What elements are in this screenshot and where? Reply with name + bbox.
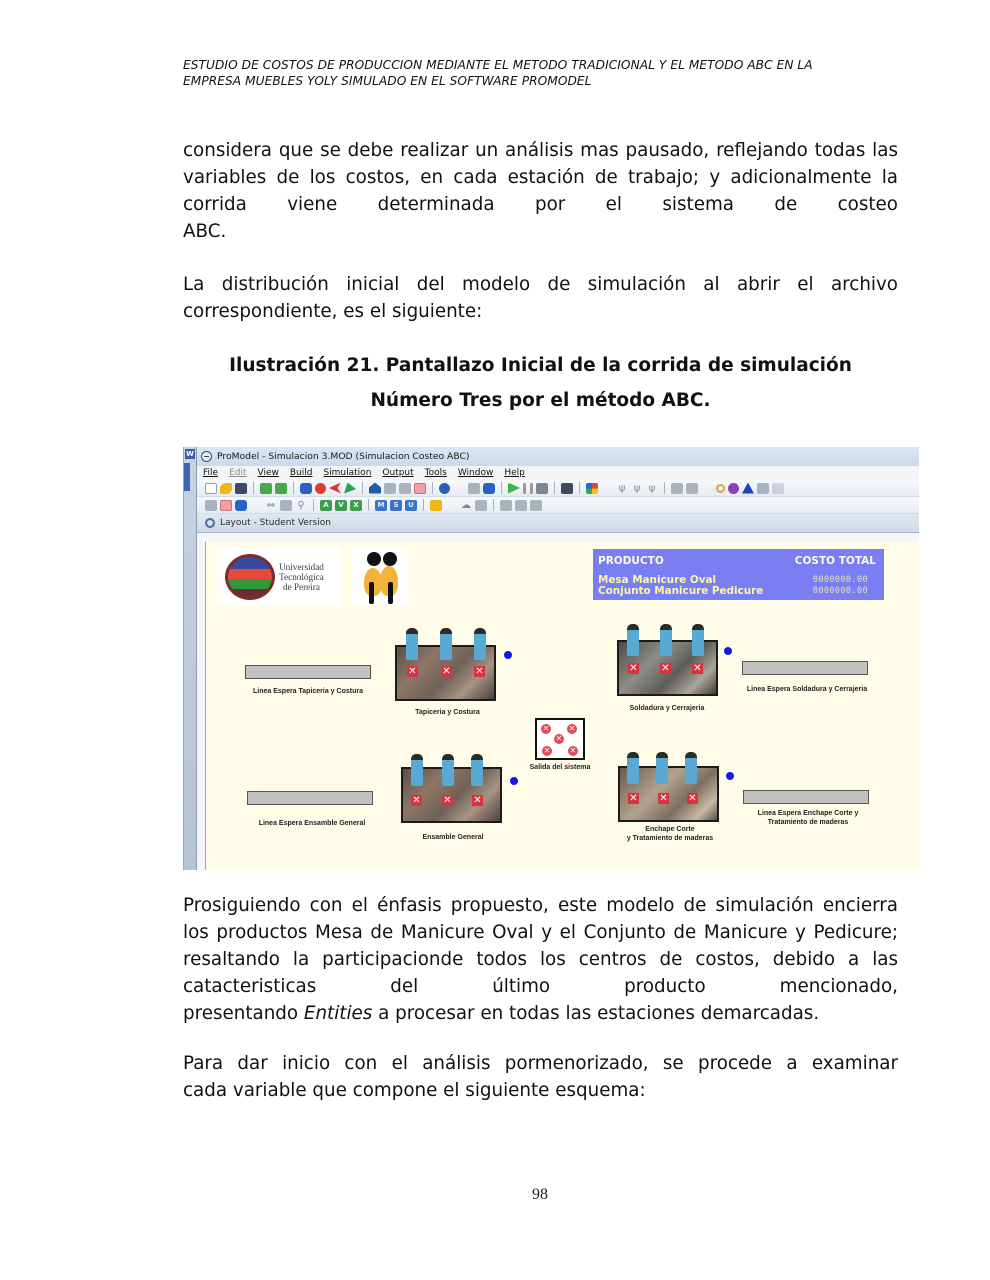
calendar-icon[interactable] bbox=[414, 483, 426, 494]
exit-entity-icon: ✕ bbox=[555, 734, 563, 743]
window-icon[interactable] bbox=[235, 500, 247, 511]
running-header-line-2: EMPRESA MUEBLES YOLY SIMULADO EN EL SOFTWARE PROMODEL bbox=[183, 74, 592, 88]
window-titlebar bbox=[197, 447, 919, 466]
worker-icon bbox=[471, 754, 483, 786]
queue-ensamble-label: Linea Espera Ensamble General bbox=[258, 820, 366, 827]
queue-ensamble[interactable] bbox=[247, 791, 373, 805]
locations-icon[interactable] bbox=[300, 483, 312, 494]
stop-icon[interactable] bbox=[536, 483, 548, 494]
paragraph-1 bbox=[183, 137, 898, 245]
3d-animator-icon[interactable] bbox=[728, 483, 739, 494]
path-node-icon[interactable] bbox=[504, 651, 512, 659]
compile-icon[interactable] bbox=[716, 484, 725, 493]
paragraph-4-body: Para dar inicio con el análisis pormenorizado, se procede a examinar bbox=[183, 1053, 898, 1074]
paragraph-4-last: cada variable que compone el siguiente esquema: bbox=[183, 1080, 646, 1101]
page-number: 98 bbox=[532, 1186, 548, 1203]
zoom-fit-icon[interactable]: ⇔ bbox=[266, 499, 276, 511]
paragraph-1-body: considera que se debe realizar un análisis mas pausado, reflejando todas las variables de los costos, en cada estación de trabajo; y adicionalmente la corrida viene determinada por el sistema de costeo bbox=[183, 140, 898, 215]
entity-slot-icon: ✕ bbox=[473, 795, 482, 806]
university-seal-icon bbox=[225, 554, 275, 600]
product-cost: 0000000.00 bbox=[812, 586, 868, 596]
sim-runner-icon[interactable] bbox=[742, 483, 754, 494]
toolbar-separator bbox=[554, 482, 555, 494]
attributes-icon[interactable]: A bbox=[320, 500, 332, 511]
background-window-tab bbox=[184, 463, 190, 491]
paragraph-2-body: La distribución inicial del modelo de simulación al abrir el archivo bbox=[183, 274, 898, 295]
scenarios-icon[interactable] bbox=[483, 483, 495, 494]
promodel-window bbox=[196, 447, 919, 870]
word-app-icon: W bbox=[186, 450, 194, 458]
stat-fit-icon[interactable] bbox=[586, 483, 598, 494]
paragraph-3-body: Prosiguiendo con el énfasis propuesto, este modelo de simulación encierra los productos Mesa de Manicure Oval y el Conjunto de Manicure y Pedicure; resaltando la participacionde todos los centros de costos, debido a las catacteristicas del último producto mencionado, bbox=[183, 895, 898, 997]
entity-slot-icon: ✕ bbox=[408, 666, 417, 677]
queue-enchape-label-1: Linea Espera Enchape Corte y bbox=[757, 810, 859, 817]
figure-caption-line-1: Ilustración 21. Pantallazo Inicial de la corrida de simulación bbox=[229, 355, 852, 376]
people-logo-icon bbox=[352, 548, 408, 606]
exit-label: Salida del sistema bbox=[529, 764, 591, 771]
toolbar-separator bbox=[579, 482, 580, 494]
disabled-tool-icon[interactable] bbox=[772, 483, 784, 494]
options-icon[interactable] bbox=[468, 483, 480, 494]
entity-slot-icon: ✕ bbox=[693, 663, 702, 674]
worker-icon bbox=[685, 752, 697, 784]
paragraph-3-last: presentando Entities a procesar en todas las estaciones demarcadas. bbox=[183, 1003, 820, 1024]
entity-slot-icon: ✕ bbox=[412, 795, 421, 806]
cost-panel-row bbox=[598, 586, 868, 597]
toolbar-separator bbox=[493, 499, 494, 511]
menu-file[interactable]: File bbox=[203, 468, 219, 478]
station-enchape-label-1: Enchape Corte bbox=[645, 826, 695, 833]
toolbar-separator bbox=[253, 482, 254, 494]
background-window-edge bbox=[184, 447, 196, 870]
menu-tools[interactable]: Tools bbox=[424, 468, 447, 478]
subroutines-icon[interactable]: S bbox=[390, 500, 402, 511]
paragraph-1-last: ABC. bbox=[183, 221, 227, 242]
running-header bbox=[183, 57, 898, 89]
run-icon[interactable] bbox=[508, 483, 520, 494]
cost-panel-header-product: PRODUCTO bbox=[598, 555, 664, 567]
entity-slot-icon: ✕ bbox=[661, 663, 670, 674]
toolbar-separator bbox=[432, 482, 433, 494]
worker-icon bbox=[442, 754, 454, 786]
edit-icon[interactable] bbox=[671, 483, 683, 494]
figure-caption-line-2: Número Tres por el método ABC. bbox=[370, 390, 711, 411]
entity-slot-icon: ✕ bbox=[629, 663, 638, 674]
promodel-screenshot bbox=[183, 447, 919, 870]
search-icon[interactable]: ⚲ bbox=[297, 499, 305, 511]
path-node-icon[interactable] bbox=[510, 777, 518, 785]
menu-output[interactable]: Output bbox=[382, 468, 414, 478]
paragraph-2 bbox=[183, 271, 898, 325]
toolbar-separator bbox=[501, 482, 502, 494]
toolbar-separator bbox=[664, 482, 665, 494]
debug-icon[interactable]: ☁ bbox=[461, 499, 471, 511]
menu-build[interactable]: Build bbox=[289, 468, 313, 478]
worker-icon bbox=[692, 624, 704, 656]
entity-slot-icon: ✕ bbox=[688, 793, 697, 804]
cost-panel bbox=[593, 549, 884, 600]
toolbar-separator bbox=[368, 499, 369, 511]
menu-edit[interactable]: Edit bbox=[229, 468, 247, 478]
variables-icon[interactable]: V bbox=[335, 500, 347, 511]
entity-slot-icon: ✕ bbox=[659, 793, 668, 804]
menu-help[interactable]: Help bbox=[504, 468, 525, 478]
paragraph-4 bbox=[183, 1050, 898, 1104]
worker-icon bbox=[406, 628, 418, 660]
layout-window-titlebar bbox=[197, 514, 919, 533]
entity-slot-icon: ✕ bbox=[443, 795, 452, 806]
graphic-editor-icon-1[interactable]: ψ bbox=[618, 482, 626, 494]
layout-canvas[interactable] bbox=[205, 542, 919, 870]
open-file-icon[interactable] bbox=[220, 483, 232, 494]
user-distributions-icon[interactable]: U bbox=[405, 500, 417, 511]
layout-window-icon bbox=[205, 518, 215, 528]
view-icon[interactable] bbox=[280, 500, 292, 511]
worker-icon bbox=[627, 752, 639, 784]
macros-icon[interactable]: M bbox=[375, 500, 387, 511]
tools-icon[interactable] bbox=[757, 483, 769, 494]
external-files-icon[interactable] bbox=[430, 500, 442, 511]
exit-entity-icon: ✕ bbox=[569, 746, 577, 755]
processing-icon[interactable] bbox=[369, 483, 381, 494]
university-name: Universidad Tecnológica de Pereira bbox=[279, 562, 324, 592]
cost-panel-header-cost: COSTO TOTAL bbox=[794, 555, 876, 567]
model-package-icon[interactable] bbox=[275, 483, 287, 494]
worker-icon bbox=[656, 752, 668, 784]
queue-tapiceria-label: Linea Espera Tapiceria y Costura bbox=[253, 688, 363, 695]
arrivals-icon[interactable] bbox=[384, 483, 396, 494]
grid-icon[interactable] bbox=[205, 500, 217, 511]
station-tapiceria-label: Tapiceria y Costura bbox=[415, 709, 480, 716]
entities-term: Entities bbox=[303, 1003, 373, 1024]
queue-enchape-label-2: Tratamiento de maderas bbox=[767, 819, 849, 826]
shifts-icon[interactable] bbox=[399, 483, 411, 494]
queue-tapiceria[interactable] bbox=[245, 665, 371, 679]
window-title: ProModel - Simulacion 3.MOD (Simulacion Costeo ABC) bbox=[217, 451, 470, 462]
toolbar-separator bbox=[362, 482, 363, 494]
entity-slot-icon: ✕ bbox=[475, 666, 484, 677]
path-node-icon[interactable] bbox=[726, 772, 734, 780]
merge-model-icon[interactable] bbox=[260, 483, 272, 494]
pause-icon[interactable] bbox=[523, 483, 533, 494]
entity-slot-icon: ✕ bbox=[629, 793, 638, 804]
worker-icon bbox=[474, 628, 486, 660]
entities-icon[interactable] bbox=[315, 483, 326, 494]
toolbar-separator bbox=[293, 482, 294, 494]
menu-simulation[interactable]: Simulation bbox=[323, 468, 372, 478]
end-icon[interactable] bbox=[530, 500, 542, 511]
university-logo bbox=[217, 548, 341, 606]
station-enchape-label-2: y Tratamiento de maderas bbox=[626, 835, 714, 842]
running-header-line-1: ESTUDIO DE COSTOS DE PRODUCCION MEDIANTE EL METODO TRADICIONAL Y EL METODO ABC EN LA bbox=[183, 58, 813, 72]
new-file-icon[interactable] bbox=[205, 483, 217, 494]
worker-icon bbox=[627, 624, 639, 656]
menu-bar bbox=[197, 466, 919, 480]
paragraph-3 bbox=[183, 892, 898, 1027]
step-back-icon[interactable] bbox=[500, 500, 512, 511]
promodel-app-icon[interactable] bbox=[201, 451, 212, 462]
worker-icon bbox=[660, 624, 672, 656]
trace-icon[interactable] bbox=[475, 500, 487, 511]
graphic-editor-icon-2[interactable]: ψ bbox=[633, 482, 641, 494]
station-soldadura-label: Soldadura y Cerrajeria bbox=[629, 705, 705, 712]
worker-icon bbox=[411, 754, 423, 786]
output-viewer-icon[interactable] bbox=[561, 483, 573, 494]
queue-enchape[interactable] bbox=[743, 790, 869, 804]
product-cost: 0000000.00 bbox=[812, 575, 868, 585]
path-node-icon[interactable] bbox=[724, 647, 732, 655]
toolbar-separator bbox=[423, 499, 424, 511]
product-name: Mesa Manicure Oval bbox=[598, 574, 717, 586]
station-ensamble-label: Ensamble General bbox=[422, 834, 484, 841]
toolbar-separator bbox=[313, 499, 314, 511]
menu-window[interactable]: Window bbox=[457, 468, 494, 478]
toolbar-main bbox=[197, 480, 919, 497]
product-name: Conjunto Manicure Pedicure bbox=[598, 585, 764, 597]
exit-entity-icon: ✕ bbox=[542, 724, 550, 733]
queue-soldadura-label: Linea Espera Soldadura y Cerrajeria bbox=[746, 686, 868, 693]
worker-icon bbox=[440, 628, 452, 660]
exit-entity-icon: ✕ bbox=[543, 746, 551, 755]
queue-soldadura[interactable] bbox=[742, 661, 868, 675]
menu-view[interactable]: View bbox=[257, 468, 279, 478]
save-icon[interactable] bbox=[235, 483, 247, 494]
toolbar-secondary bbox=[197, 497, 919, 514]
step-forward-icon[interactable] bbox=[515, 500, 527, 511]
layout-settings-icon[interactable] bbox=[220, 500, 232, 511]
resources-icon[interactable] bbox=[344, 483, 356, 494]
entity-slot-icon: ✕ bbox=[442, 666, 451, 677]
path-networks-icon[interactable] bbox=[329, 483, 341, 494]
general-info-icon[interactable] bbox=[439, 483, 450, 494]
arrays-icon[interactable]: X bbox=[350, 500, 362, 511]
paragraph-2-last: correspondiente, es el siguiente: bbox=[183, 301, 483, 322]
graphic-editor-icon-3[interactable]: ψ bbox=[648, 482, 656, 494]
exit-entity-icon: ✕ bbox=[568, 724, 576, 733]
layout-window-title: Layout - Student Version bbox=[220, 518, 331, 528]
exit-location[interactable] bbox=[535, 718, 585, 760]
expression-icon[interactable] bbox=[686, 483, 698, 494]
